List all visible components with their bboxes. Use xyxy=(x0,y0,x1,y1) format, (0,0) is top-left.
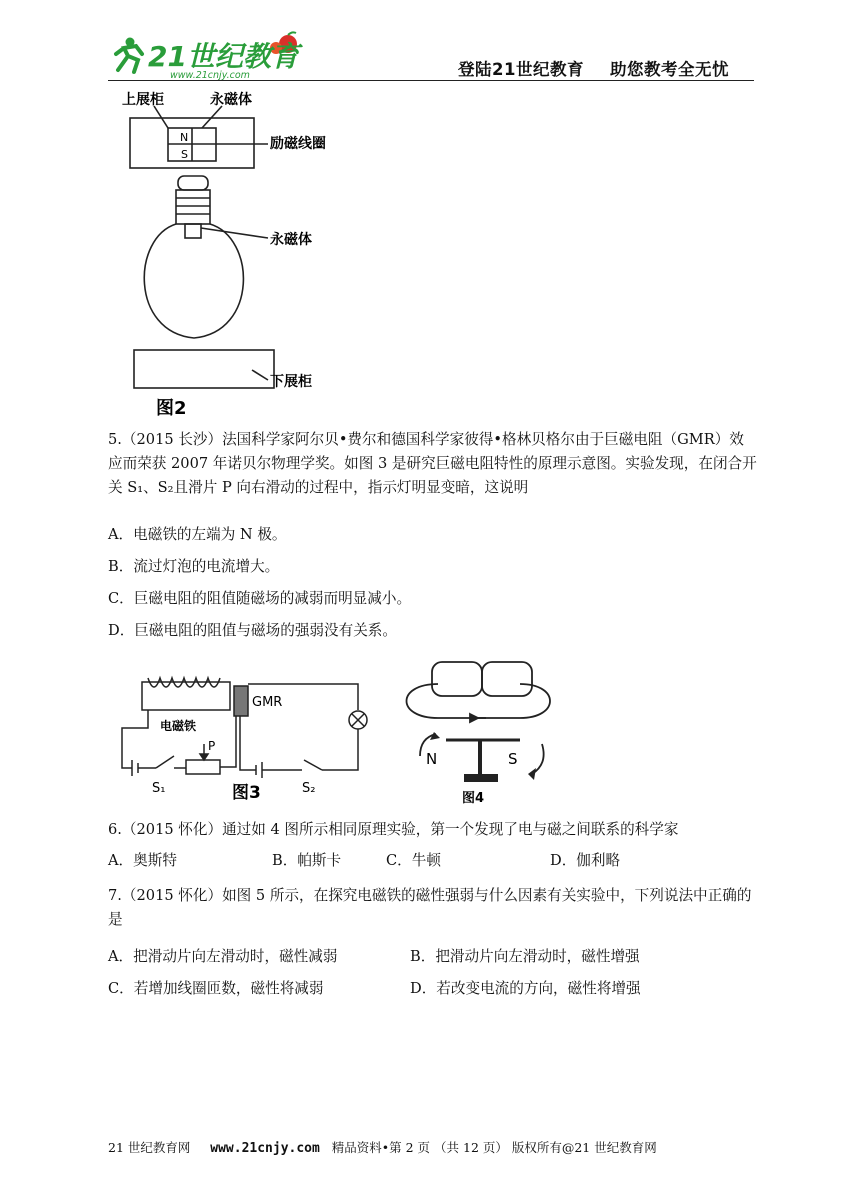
pole-n: N xyxy=(180,131,189,144)
q7-stem: 7.（2015 怀化）如图 5 所示，在探究电磁铁的磁性强弱与什么因素有关实验中，下列说法中正确的是 xyxy=(108,887,752,928)
figure-4-caption: 图4 xyxy=(462,791,485,806)
wire-loop xyxy=(407,684,551,718)
q5-option-d[interactable]: D．巨磁电阻的阻值与磁场的强弱没有关系。 xyxy=(108,622,397,639)
q6-option-d[interactable]: D．伽利略 xyxy=(550,852,621,869)
q5-option-c[interactable]: C．巨磁电阻的阻值随磁场的减弱而明显减小。 xyxy=(108,590,412,607)
site-logo[interactable] xyxy=(110,30,310,82)
lower-cabinet xyxy=(134,350,274,388)
label-coil: 励磁线圈 xyxy=(270,136,326,152)
figure-2 xyxy=(110,88,350,420)
q5-stem: 5.（2015 长沙）法国科学家阿尔贝•费尔和德国科学家彼得•格林贝格尔由于巨磁电阻（GMR）效应而荣获 2007 年诺贝尔物理学奖。如图 3 是研究巨磁电阻特性的原理示意图。实验发现，在闭合开关 S₁、S₂且滑片 P 向右滑动的过程中，指示灯明显变暗，这说明 xyxy=(108,431,757,496)
figure-3 xyxy=(112,670,378,810)
header-slogan xyxy=(458,56,755,80)
rotation-arrow-right xyxy=(532,744,544,774)
label-magnet-top: 永磁体 xyxy=(210,92,252,108)
pole-s: S xyxy=(181,148,188,161)
pole-n-4: N xyxy=(426,750,438,768)
label-lower-cabinet: 下展柜 xyxy=(270,374,312,390)
label-s1: S₁ xyxy=(152,781,166,796)
slogan-right: 助您教考全无忧 xyxy=(609,60,729,79)
q5-option-b[interactable]: B．流过灯泡的电流增大。 xyxy=(108,558,280,575)
label-s2: S₂ xyxy=(302,781,316,796)
figure-2-caption: 图2 xyxy=(156,398,187,419)
battery-1 xyxy=(432,662,482,696)
bulb-tip xyxy=(178,176,208,190)
q6-stem: 6.（2015 怀化）通过如 4 图所示相同原理实验，第一个发现了电与磁之间联系的科学家 xyxy=(108,821,679,838)
battery-2 xyxy=(482,662,532,696)
figure-4 xyxy=(390,652,576,808)
q7-option-b[interactable]: B．把滑动片向左滑动时，磁性增强 xyxy=(410,948,640,965)
bulb-base xyxy=(176,190,210,224)
q6-option-b[interactable]: B．帕斯卡 xyxy=(272,852,342,869)
q5-option-a[interactable]: A．电磁铁的左端为 N 极。 xyxy=(108,526,287,543)
label-p: P xyxy=(208,739,216,753)
bulb-magnet xyxy=(185,224,201,238)
footer-url[interactable]: www.21cnjy.com xyxy=(210,1141,320,1156)
q7-option-a[interactable]: A．把滑动片向左滑动时，磁性减弱 xyxy=(108,948,338,965)
q6-option-c[interactable]: C．牛顿 xyxy=(386,852,441,869)
bulb-glass xyxy=(144,224,243,338)
logo-text: 21世纪教育 xyxy=(148,40,299,73)
gmr-resistor xyxy=(234,686,248,716)
slogan-left: 登陆21世纪教育 xyxy=(458,60,584,79)
label-electromagnet: 电磁铁 xyxy=(160,719,197,733)
q7-option-d[interactable]: D．若改变电流的方向，磁性将增强 xyxy=(410,980,641,997)
figure-3-caption: 图3 xyxy=(232,783,261,803)
label-magnet-bulb: 永磁体 xyxy=(270,232,312,248)
q7-option-c[interactable]: C．若增加线圈匝数，磁性将减弱 xyxy=(108,980,324,997)
footer-site-name: 21 世纪教育网 xyxy=(108,1140,191,1155)
footer-page-info: 精品资料•第 2 页 （共 12 页） 版权所有@21 世纪教育网 xyxy=(331,1140,657,1155)
label-upper-cabinet: 上展柜 xyxy=(122,92,164,108)
header-divider xyxy=(108,80,754,81)
footer xyxy=(108,1138,657,1156)
rheostat xyxy=(186,760,220,774)
label-gmr: GMR xyxy=(252,695,283,710)
logo-url: www.21cnjy.com xyxy=(170,70,250,81)
compass-stand xyxy=(464,774,498,782)
q6-option-a[interactable]: A．奥斯特 xyxy=(108,852,177,869)
pole-s-4: S xyxy=(508,750,518,768)
